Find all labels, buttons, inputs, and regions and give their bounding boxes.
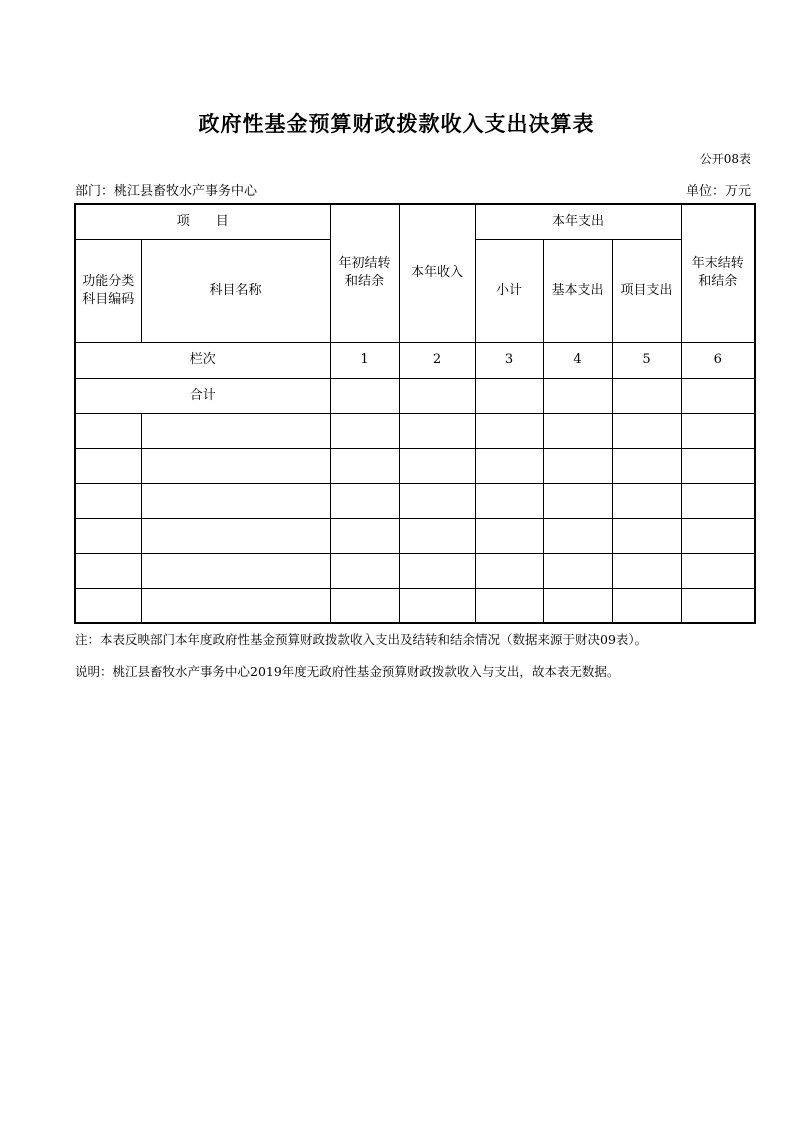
header-begin-balance: 年初结转和结余 [330,204,399,342]
header-project: 项目支出 [612,239,681,342]
column-number: 2 [399,342,475,378]
column-number: 6 [681,342,755,378]
table-cell [543,378,612,413]
column-number: 5 [612,342,681,378]
header-item: 项 目 [75,204,330,239]
footnote: 注：本表反映部门本年度政府性基金预算财政拨款收入支出及结转和结余情况（数据来源于财决09表）。 [75,632,648,647]
header-end-balance: 年末结转和结余 [681,204,755,342]
table-cell [330,378,399,413]
header-subject-name: 科目名称 [141,239,330,342]
budget-table [74,203,756,624]
header-func-code: 功能分类科目编码 [75,239,141,342]
table-cell [681,378,755,413]
department-label: 部门：桃江县畜牧水产事务中心 [75,184,258,199]
page-title: 政府性基金预算财政拨款收入支出决算表 [198,111,595,136]
table-row [75,413,755,448]
table-row [75,448,755,483]
column-number: 1 [330,342,399,378]
header-expenditure: 本年支出 [475,204,681,239]
unit-label: 单位：万元 [685,184,751,199]
header-income: 本年收入 [399,204,475,342]
table-row [75,588,755,623]
header-basic: 基本支出 [543,239,612,342]
table-cell [399,378,475,413]
table-row [75,553,755,588]
table-cell [475,378,543,413]
table-row [75,518,755,553]
explanation-note: 说明：桃江县畜牧水产事务中心2019年度无政府性基金预算财政拨款收入与支出，故本表无数据。 [75,664,620,679]
form-code: 公开08表 [699,152,751,166]
header-subtotal: 小计 [475,239,543,342]
total-label: 合计 [75,378,330,413]
column-number: 4 [543,342,612,378]
column-label: 栏次 [75,342,330,378]
table-row [75,483,755,518]
column-number: 3 [475,342,543,378]
table-cell [612,378,681,413]
